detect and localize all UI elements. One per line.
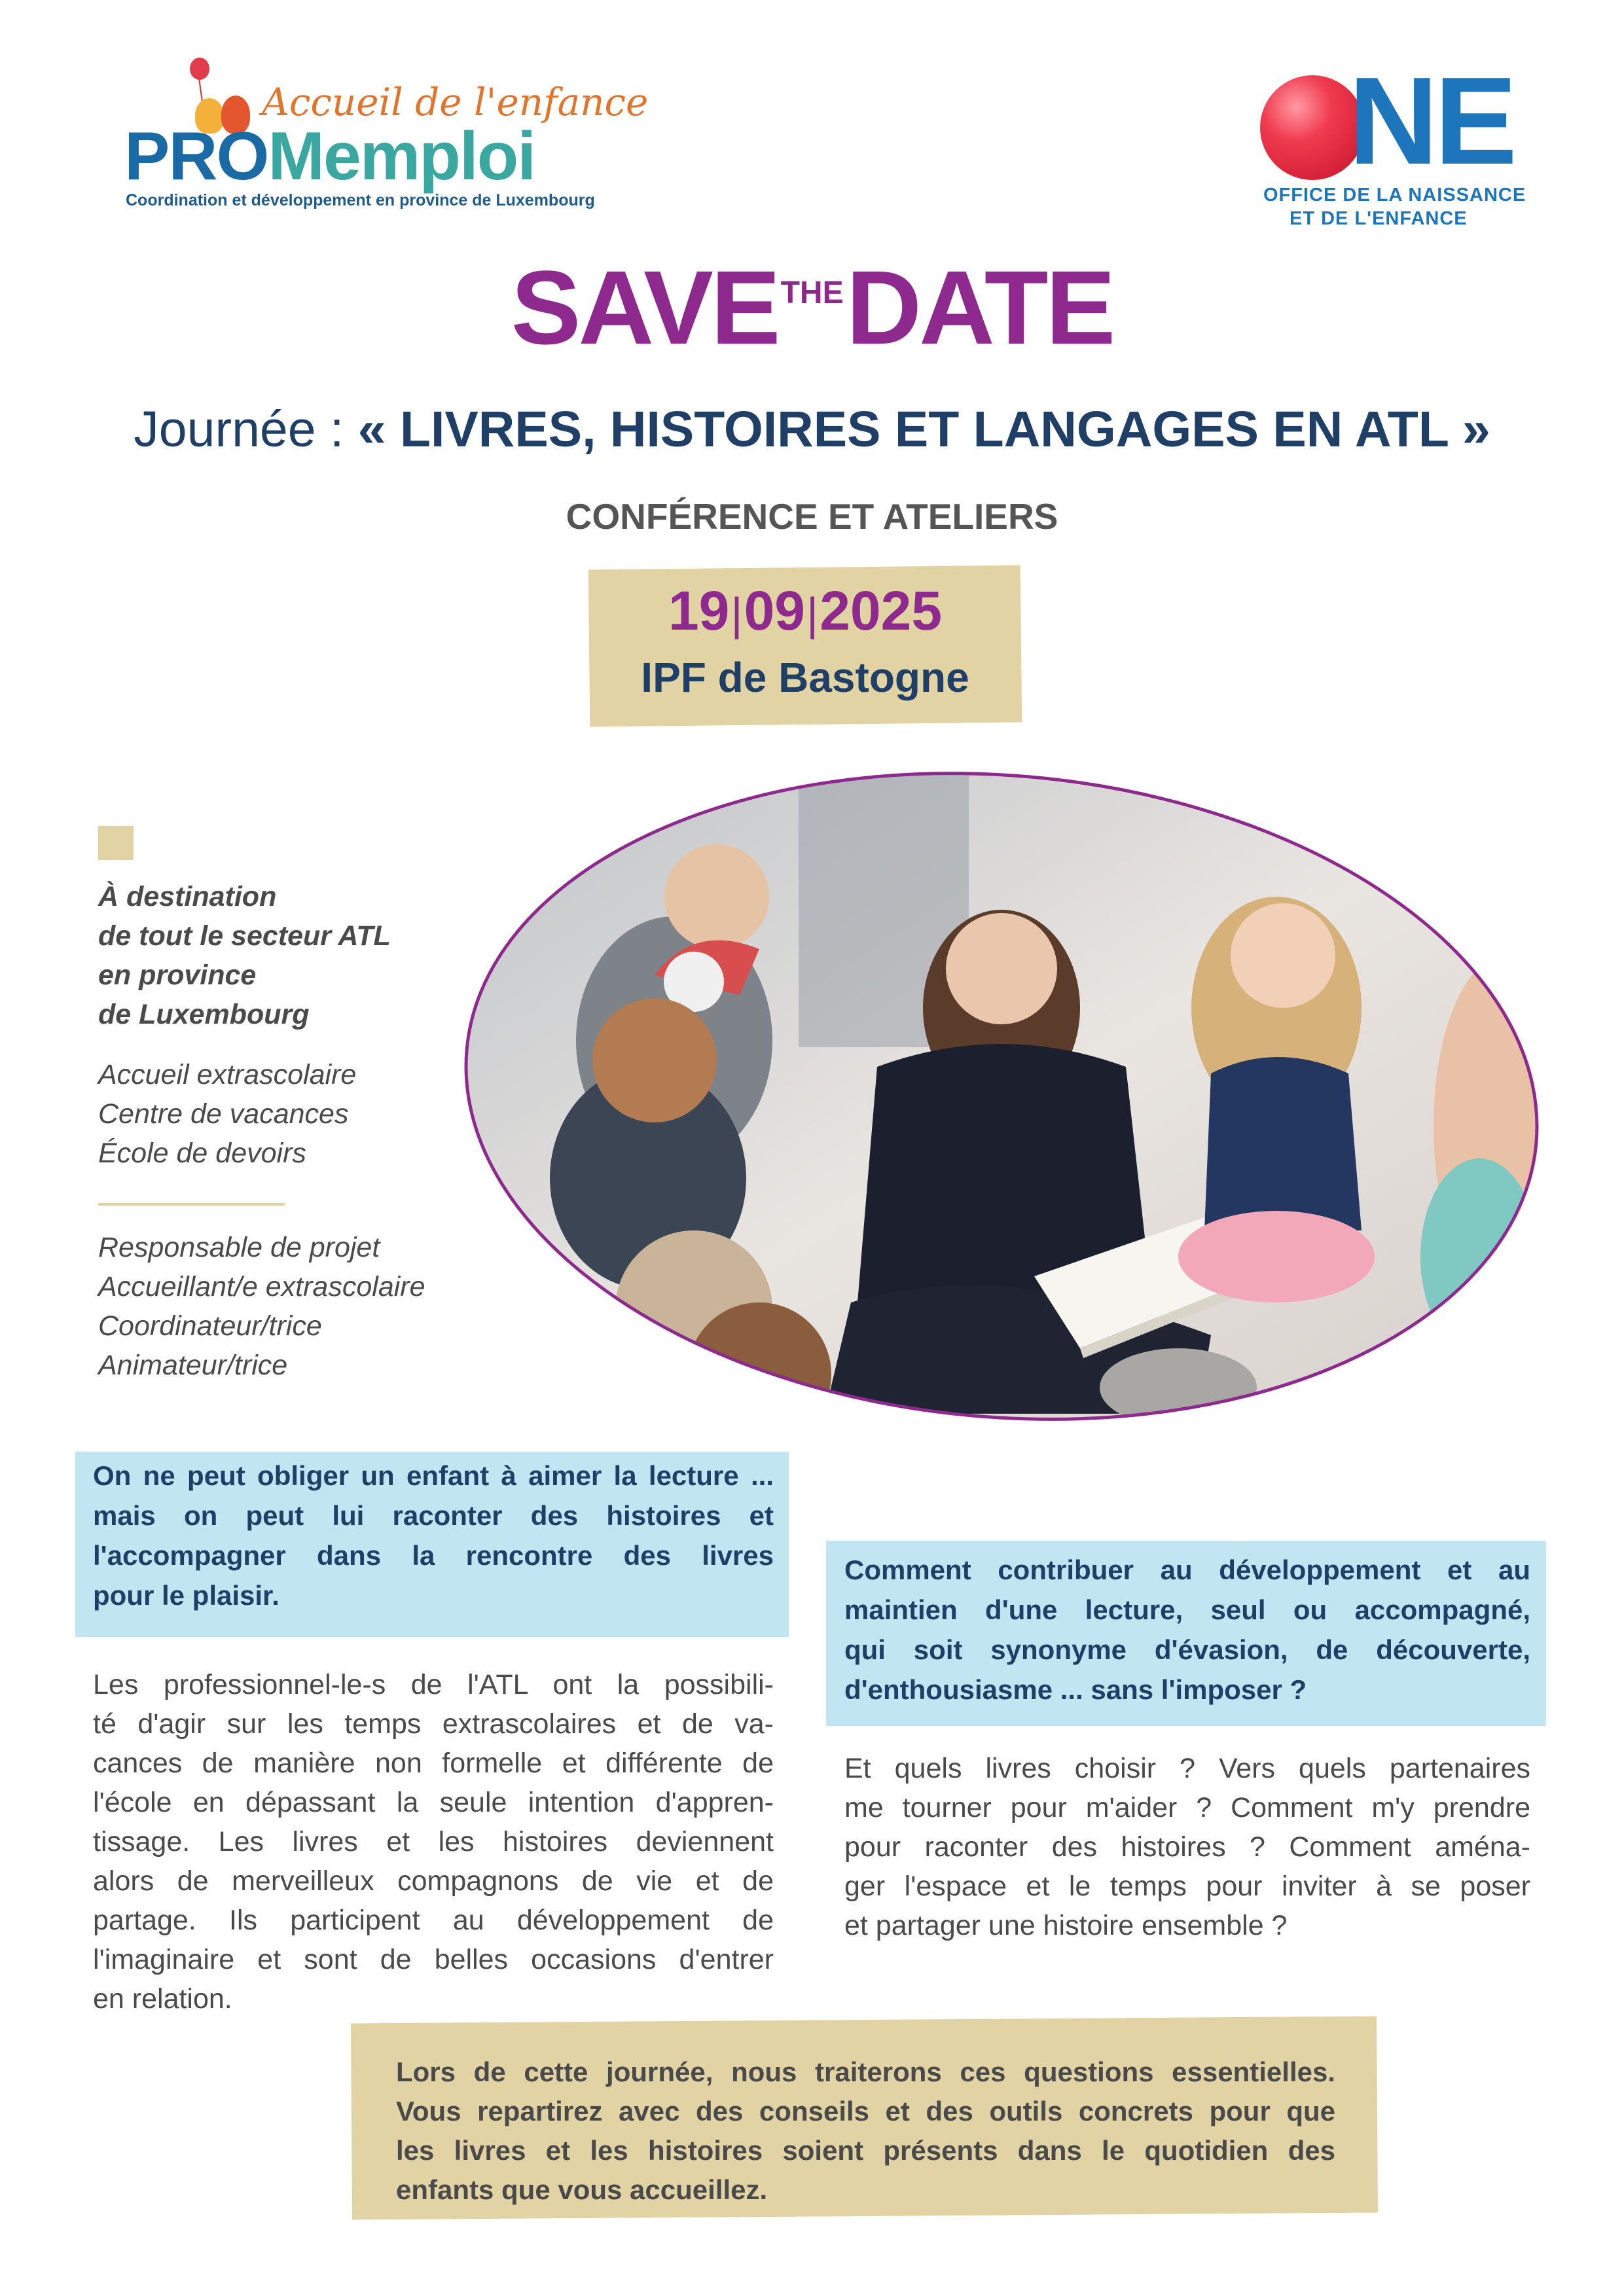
event-subtitle: CONFÉRENCE ET ATELIERS <box>566 496 1058 537</box>
event-date: 19|09|2025 <box>668 580 943 641</box>
balloon-icon <box>190 58 209 80</box>
event-title: Journée : « LIVRES, HISTOIRES ET LANGAGES EN ATL » <box>134 401 1490 457</box>
promemploi-script: Accueil de l'enfance <box>262 80 649 124</box>
audience-role: Coordinateur/trice <box>98 1310 322 1342</box>
audience-role: Responsable de projet <box>98 1232 380 1263</box>
reading-photo <box>458 759 1558 1453</box>
promemploi-logo <box>124 52 649 223</box>
save-the-date-heading: $SAVE^{THE}DATE$ <box>511 249 1113 366</box>
audience-target-line: en province <box>98 960 257 991</box>
audience-target-line: À destination <box>98 881 277 912</box>
audience-sector: Centre de vacances <box>98 1098 349 1130</box>
conclusion-text: Lors de cette journée, nous traiterons ces questions essentielles. Vous repartirez avec des conseils et des outils concrets pour que les livres et les histoires soient présents dans le quotidien des enfants que vous accueillez. <box>396 2056 1335 2205</box>
promemploi-wordmark: PROMemploi <box>124 118 535 194</box>
audience-role: Accueillant/e extrascolaire <box>98 1271 425 1302</box>
promemploi-tagline: Coordination et développement en province de Luxembourg <box>126 191 595 209</box>
one-logo <box>1244 52 1545 236</box>
right-body-text: Et quels livres choisir ? Vers quels partenaires me tourner pour m'aider ? Comment m'y prendre pour raconter des histoires ? Comment aména- ger l'espace et le temps pour inviter à se poser et partager une histoire ensemble ? <box>844 1753 1530 1941</box>
audience-divider <box>98 1203 285 1206</box>
audience-sector: École de devoirs <box>98 1138 306 1169</box>
audience-role: Animateur/trice <box>98 1350 288 1381</box>
audience-target-line: de tout le secteur ATL <box>98 920 391 952</box>
one-name-line2: ET DE L'ENFANCE <box>1290 208 1468 229</box>
audience-sector: Accueil extrascolaire <box>98 1059 357 1090</box>
left-body-text: Les professionnel-le-s de l'ATL ont la possibili- té d'agir sur les temps extrascolaires et de va- cances de manière non formelle et différente de l'école en dépassant la seule intention d'appren- tissage. Les livres et les histoires deviennent alors de merveilleux compagnons de vie et de partage. Ils participent au développement de l'imaginaire et sont de belles occasions d'entrer en relation. <box>93 1669 774 2015</box>
right-highlight-text: Comment contribuer au développement et au maintien d'une lecture, seul ou accompagné, qui soit synonyme d'évasion, de découverte, d'enthousiasme ... sans l'imposer ? <box>844 1554 1530 1705</box>
one-wordmark: NE <box>1348 52 1513 190</box>
event-place: IPF de Bastogne <box>641 654 969 701</box>
left-highlight-text: On ne peut obliger un enfant à aimer la lecture ... mais on peut lui raconter des histoires et l'accompagner dans la rencontre des livres pour le plaisir. <box>93 1460 774 1611</box>
audience-target-line: de Luxembourg <box>98 999 310 1030</box>
audience-marker <box>98 826 134 860</box>
one-name-line1: OFFICE DE LA NAISSANCE <box>1263 185 1526 206</box>
